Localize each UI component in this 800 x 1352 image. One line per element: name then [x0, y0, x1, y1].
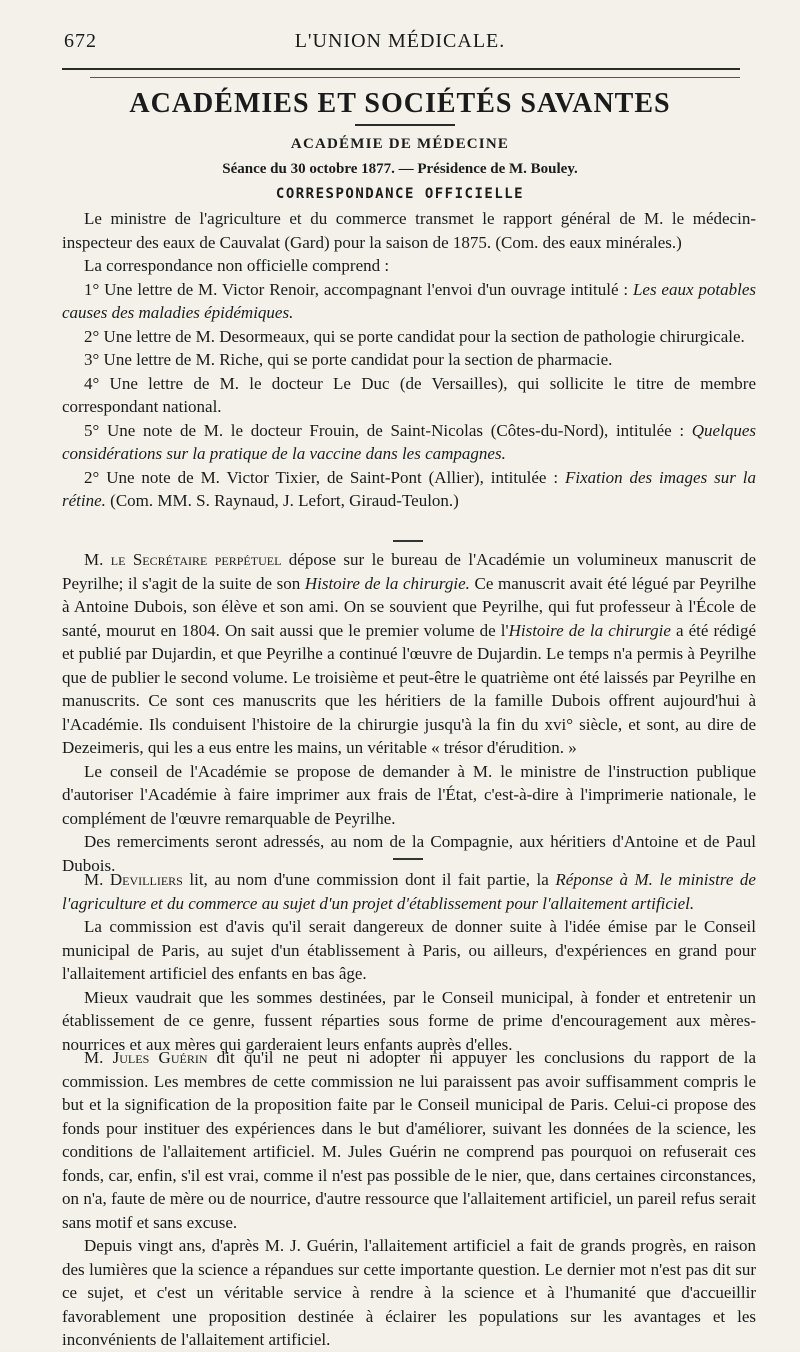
correspondence-heading: CORRESPONDANCE OFFICIELLE [275, 186, 525, 202]
guerin-block [62, 1046, 756, 1352]
section-divider [393, 858, 423, 860]
academy-heading: ACADÉMIE DE MÉDECINE [290, 136, 510, 152]
header-rule-thin [90, 77, 740, 78]
paragraph: Le ministre de l'agriculture et du commerce transmet le rapport général de M. le médecin-inspecteur des eaux de Cauvalat (Gard) pour la saison de 1875. (Com. des eaux minérales.) [62, 209, 756, 252]
page-number: 672 [64, 30, 97, 52]
session-line: Séance du 30 octobre 1877. — Présidence de M. Bouley. [222, 161, 578, 177]
correspondence-block [62, 207, 756, 513]
paragraph: Des remerciments seront adressés, au nom de la Compagnie, aux héritiers d'Antoine et de Paul Dubois. [62, 832, 756, 875]
list-item: 2° Une note de M. Victor Tixier, de Saint-Pont (Allier), intitulée : Fixation des images sur la rétine. (Com. MM. S. Raynaud, J. Lefort, Giraud-Teulon.) [62, 467, 756, 510]
paragraph: M. le Secrétaire perpétuel dépose sur le bureau de l'Académie un volumineux manuscrit de Peyrilhe; il s'agit de la suite de son Histoire de la chirurgie. Ce manuscrit avait été légué par Peyrilhe à Antoine Dubois, son élève et son ami. On se souvient que Peyrilhe, qui fut professeur à l'École de santé, mourut en 1804. On sait aussi que le premier volume de l'Histoire de la chirurgie a été rédigé et publié par Dujardin, et que Peyrilhe a continué l'œuvre de Dujardin. Le temps n'a permis à Peyrilhe que de publier le second volume. Le troisième et peut-être le quatrième ont été laissés par Peyrilhe en manuscrits. Ce sont ces manuscrits que les héritiers de la famille Dubois offrent aujourd'hui à l'Académie. Ils conduisent l'histoire de la chirurgie jusqu'à la fin du xvi° siècle, et sont, au dire de Dezeimeris, qui les a eus entre les mains, un véritable « trésor d'érudition. » [62, 550, 757, 757]
speaker-name: M. Devilliers [84, 870, 183, 889]
list-item: 2° Une lettre de M. Desormeaux, qui se porte candidat pour la section de pathologie chirurgicale. [84, 326, 745, 346]
paragraph: La correspondance non officielle comprend : [84, 256, 390, 275]
section-title: ACADÉMIES ET SOCIÉTÉS SAVANTES [129, 88, 671, 119]
section-divider [393, 540, 423, 542]
paragraph: Le conseil de l'Académie se propose de demander à M. le ministre de l'instruction publique d'autoriser l'Académie à faire imprimer aux frais de l'État, c'est-à-dire à l'imprimerie nationale, le complément de l'œuvre remarquable de Peyrilhe. [62, 761, 756, 828]
list-item: 5° Une note de M. le docteur Frouin, de Saint-Nicolas (Côtes-du-Nord), intitulée : Quelques considérations sur la pratique de la vaccine dans les campagnes. [62, 420, 756, 463]
paragraph: Mieux vaudrait que les sommes destinées, par le Conseil municipal, à fonder et entretenir un établissement de ce genre, fussent réparties sous forme de prime d'encouragement aux mères-nourrices et aux mères qui garderaient leurs enfants auprès d'elles. [62, 987, 756, 1054]
list-item: 4° Une lettre de M. le docteur Le Duc (de Versailles), qui sollicite le titre de membre correspondant national. [62, 373, 756, 416]
speaker-name: M. le Secrétaire perpétuel [84, 550, 282, 569]
paragraph: Depuis vingt ans, d'après M. J. Guérin, l'allaitement artificiel a fait de grands progrès, en raison des lumières que la science a répandues sur cette importante question. Le dernier mot n'est pas dit sur ce sujet, et c'est un véritable service à rendre à la science et à l'humanité que d'accueillir favorablement une proposition destinée à éclairer les populations sur les avantages et les inconvénients de l'allaitement artificiel. [62, 1236, 756, 1349]
header-rule [62, 68, 740, 70]
list-item: 3° Une lettre de M. Riche, qui se porte candidat pour la section de pharmacie. [84, 350, 613, 369]
devilliers-block [62, 868, 756, 1056]
paragraph: M. Jules Guérin dit qu'il ne peut ni adopter ni appuyer les conclusions du rapport de la commission. Les membres de cette commission ne lui paraissent pas avoir suffisamment compris le but et la signification de la proposition faite par le Conseil municipal de Paris. Celui-ci propose des fonds pour instituer des expériences dans le but d'améliorer, suivant les données de la science, les conditions de l'allaitement artificiel. M. Jules Guérin ne comprend pas pourquoi on refuserait ces fonds, car, enfin, s'il est vrai, comme il n'est pas possible de le nier, que, dans certaines circonstances, on n'a, faute de mère ou de nourrice, d'autre ressource que l'allaitement artificiel, un pareil refus serait sans motif et sans excuse. [62, 1048, 756, 1232]
list-item: 1° Une lettre de M. Victor Renoir, accompagnant l'envoi d'un ouvrage intitulé : Les eaux potables causes des maladies épidémiques. [62, 279, 756, 322]
running-head: L'UNION MÉDICALE. [294, 30, 506, 52]
secretary-block [62, 548, 756, 877]
paragraph: M. Devilliers lit, au nom d'une commission dont il fait partie, la Réponse à M. le ministre de l'agriculture et du commerce au sujet d'un projet d'établissement pour l'allaitement artificiel. [62, 870, 756, 913]
speaker-name: M. Jules Guérin [84, 1048, 208, 1067]
paragraph: La commission est d'avis qu'il serait dangereux de donner suite à l'idée émise par le Conseil municipal de Paris, au sujet d'un établissement à Paris, ou ailleurs, d'expériences en grand pour l'allaitement artificiel des enfants en bas âge. [62, 917, 756, 983]
title-rule [355, 124, 455, 126]
